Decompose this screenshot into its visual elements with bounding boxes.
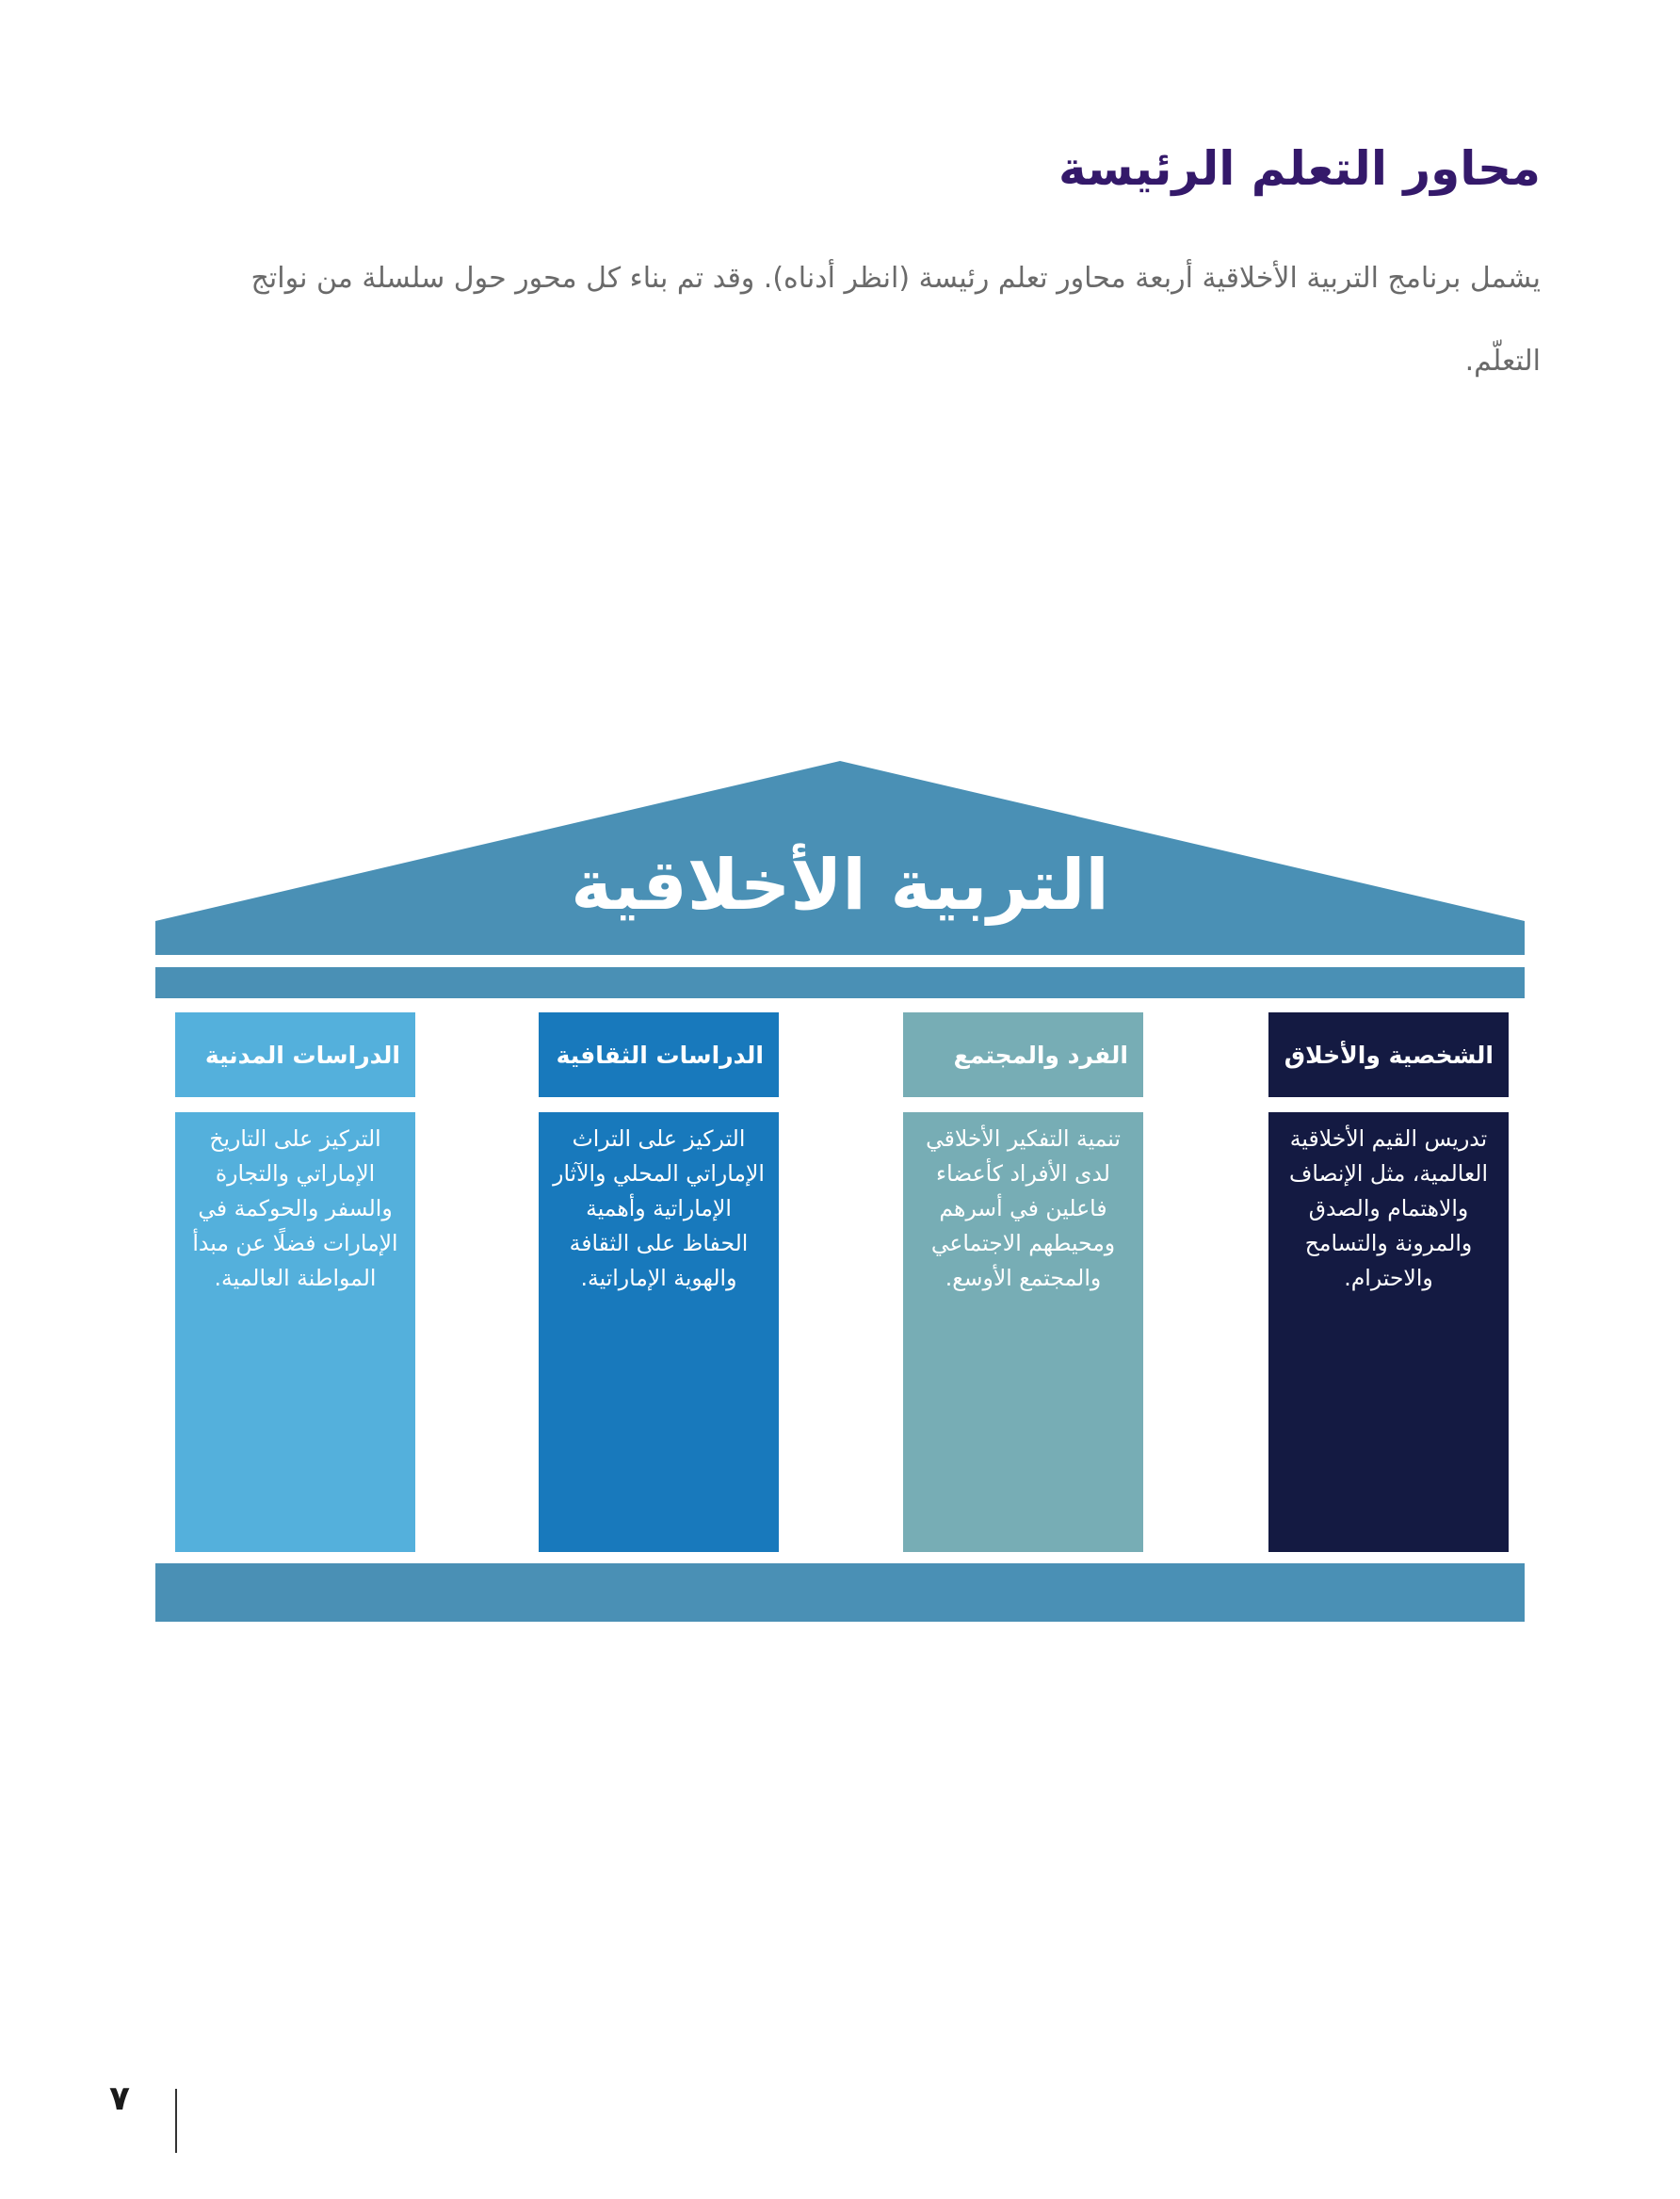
pillar-header-civic-studies: الدراسات المدنية <box>175 1012 415 1097</box>
base <box>155 1563 1525 1622</box>
pillar-body-character-morality: تدريس القيم الأخلاقية العالمية، مثل الإنصاف والاهتمام والصدق والمرونة والتسامح والاحترام. <box>1268 1112 1509 1552</box>
roof-title: التربية الأخلاقية <box>571 845 1109 926</box>
page-number: ٧ <box>109 2079 130 2118</box>
pillar-header-character-morality: الشخصية والأخلاق <box>1268 1012 1509 1097</box>
pillar-body-individual-community: تنمية التفكير الأخلاقي لدى الأفراد كأعضاء فاعلين في أسرهم ومحيطهم الاجتماعي والمجتمع الأوسع. <box>903 1112 1143 1552</box>
pillar-body-civic-studies: التركيز على التاريخ الإماراتي والتجارة والسفر والحوكمة في الإمارات فضلًا عن مبدأ المواطنة العالمية. <box>175 1112 415 1552</box>
page-title: محاور التعلم الرئيسة <box>1058 141 1541 196</box>
pillar-header-cultural-studies: الدراسات الثقافية <box>539 1012 779 1097</box>
intro-paragraph: يشمل برنامج التربية الأخلاقية أربعة محاور تعلم رئيسة (انظر أدناه). وقد تم بناء كل محور حول سلسلة من نواتج التعلّم. <box>250 262 1541 378</box>
page-number-divider <box>175 2089 177 2153</box>
beam <box>155 967 1525 998</box>
pillar-body-cultural-studies: التركيز على التراث الإماراتي المحلي والآثار الإماراتية وأهمية الحفاظ على الثقافة والهوية الإماراتية. <box>539 1112 779 1552</box>
pillar-header-individual-community: الفرد والمجتمع <box>903 1012 1143 1097</box>
